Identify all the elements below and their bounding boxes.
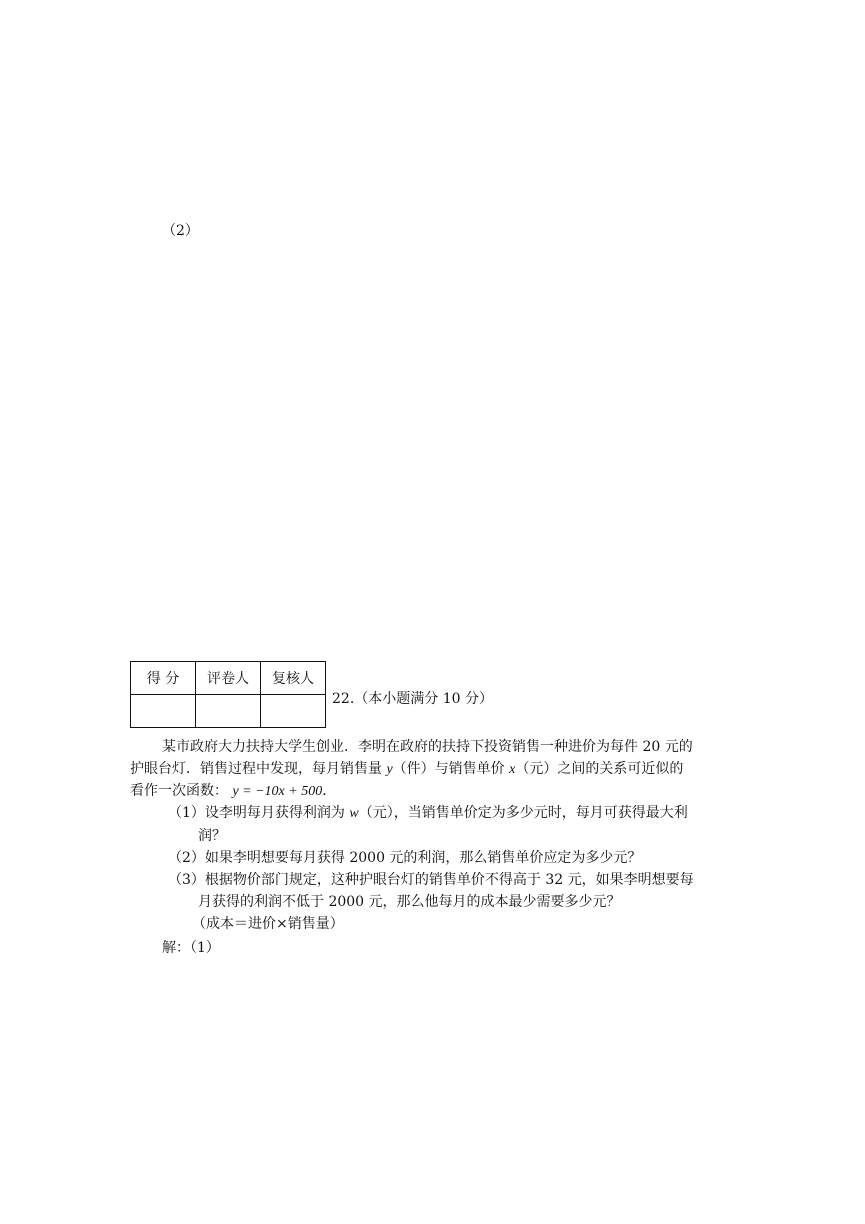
intro-text: （元）之间的关系可近似的 (515, 761, 684, 777)
sub-question-3-line-2: 月获得的利润不低于 2000 元，那么他每月的成本最少需要多少元？ (198, 894, 621, 910)
intro-text: （件）与销售单价 (392, 761, 510, 777)
score-header: 得 分 (131, 662, 196, 695)
grader-cell (196, 695, 261, 728)
score-table (130, 661, 326, 728)
question-intro-line-3 (130, 780, 336, 800)
intro-text: 看作一次函数： (130, 783, 228, 799)
cost-formula-note: （成本＝进价×销售量） (192, 916, 344, 932)
score-table-entry-row (131, 695, 326, 728)
sub-question-2: （2）如果李明想要每月获得 2000 元的利润，那么销售单价应定为多少元？ (168, 850, 642, 866)
sub-question-1-line-2: 润？ (198, 828, 226, 844)
reviewer-header: 复核人 (261, 662, 326, 695)
intro-text: 护眼台灯．销售过程中发现，每月销售量 (130, 761, 387, 777)
previous-part-label: （2） (162, 223, 199, 239)
reviewer-cell (261, 695, 326, 728)
sub-question-text: （1）设李明每月获得利润为 (168, 805, 350, 821)
sub-question-3-line-1: （3）根据物价部门规定，这种护眼台灯的销售单价不得高于 32 元，如果李明想要每 (168, 872, 694, 888)
variable-x: x (509, 762, 516, 777)
variable-w: w (349, 806, 359, 821)
question-header: 22.（本小题满分 10 分） (332, 691, 493, 707)
intro-text: ． (322, 783, 337, 799)
score-cell (131, 695, 196, 728)
question-intro-line-1: 某市政府大力扶持大学生创业．李明在政府的扶持下投资销售一种进价为每件 20 元的 (162, 739, 693, 755)
question-intro-line-2 (130, 758, 683, 778)
linear-function-formula: y = −10x + 500 (232, 784, 323, 799)
variable-y: y (386, 762, 393, 777)
sub-question-text: （元），当销售单价定为多少元时，每月可获得最大利 (358, 805, 688, 821)
grader-header: 评卷人 (196, 662, 261, 695)
sub-question-1-line-1 (168, 802, 688, 822)
score-table-header-row (131, 662, 326, 695)
solution-label: 解：（1） (162, 940, 220, 956)
